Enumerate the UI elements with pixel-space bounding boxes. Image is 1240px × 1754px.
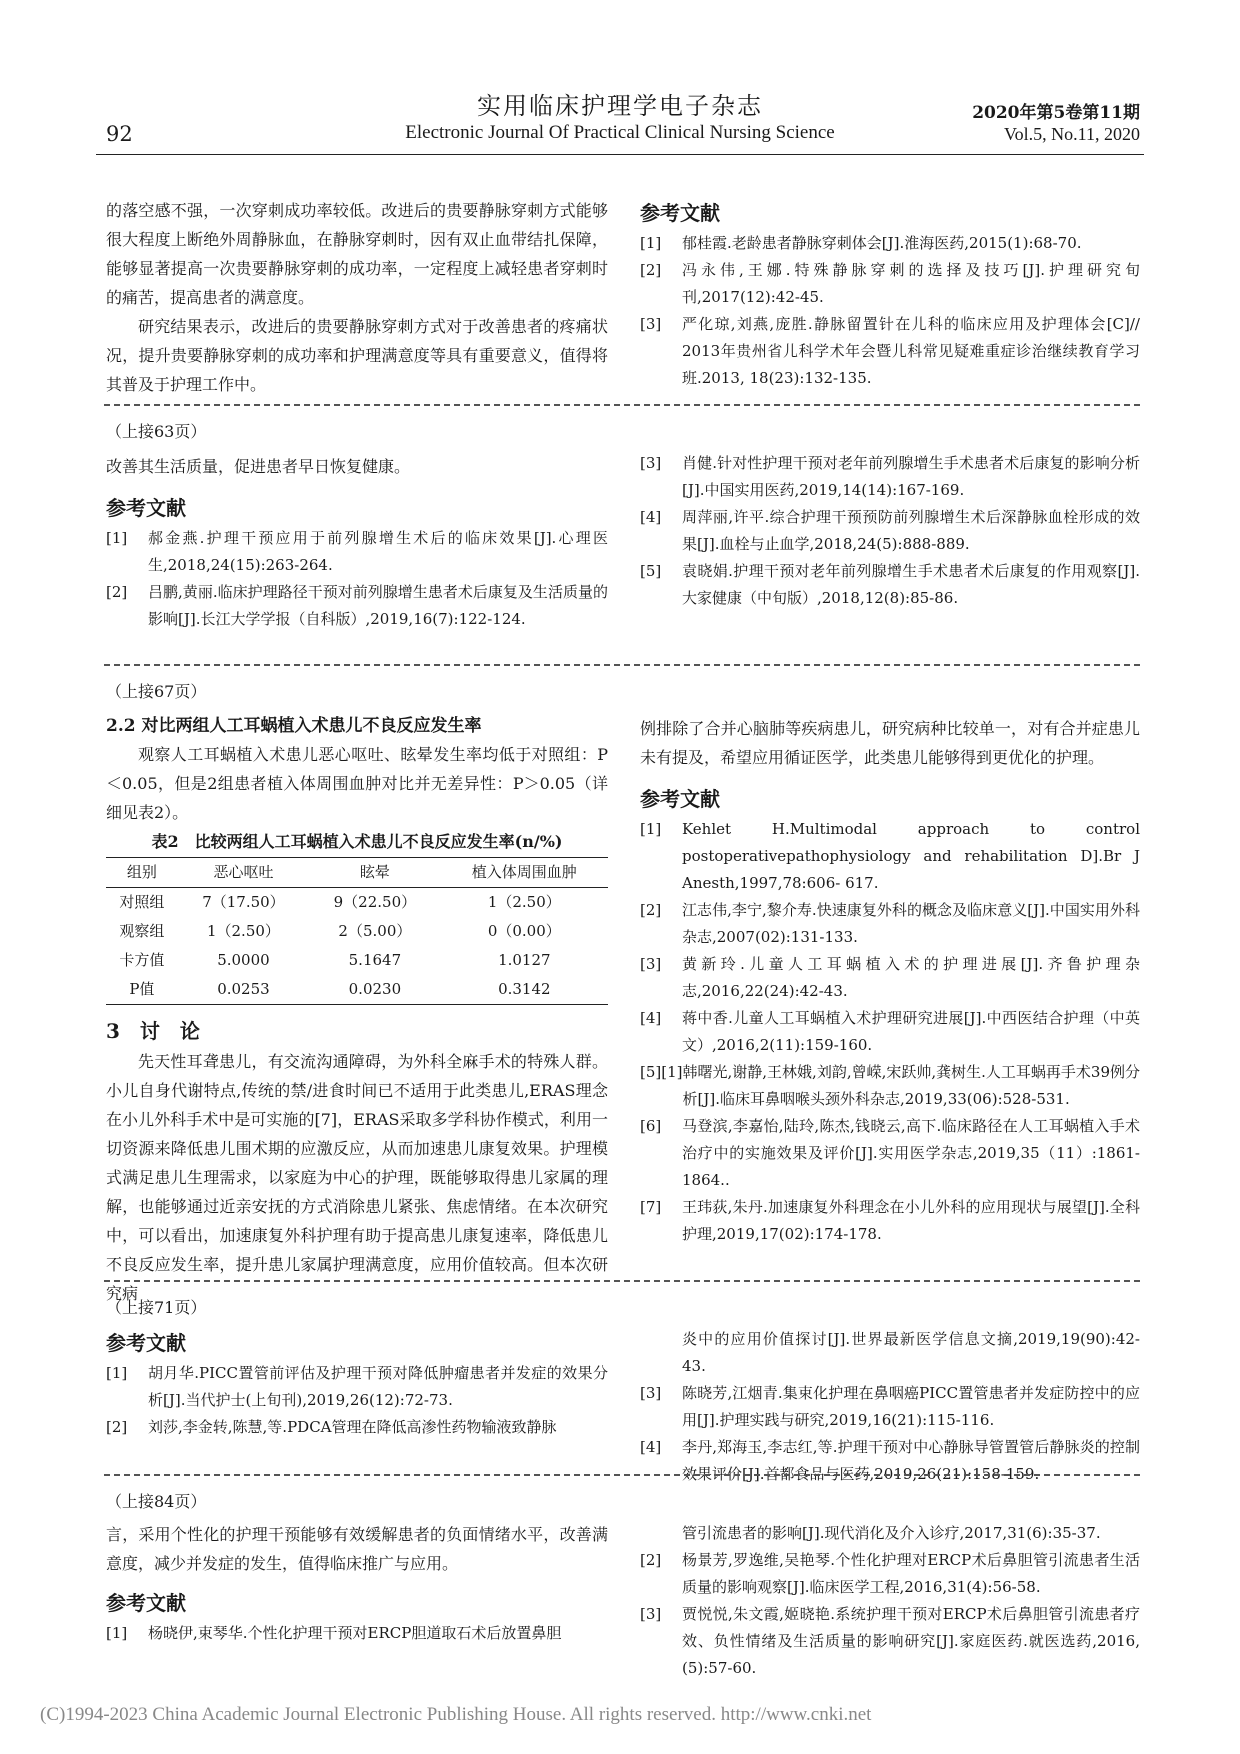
s1-paragraph-2: 研究结果表示，改进后的贵要静脉穿刺方式对于改善患者的疼痛状况，提升贵要静脉穿刺的成功率和护理满意度等具有重要意义，值得将其普及于护理工作中。	[106, 317, 608, 394]
table-cell: 0.0253	[217, 980, 270, 998]
ref-number: [3]	[640, 454, 662, 472]
reference-continued	[640, 1520, 1140, 1547]
reference-item	[106, 1620, 608, 1647]
ref-number: [4]	[640, 1438, 662, 1456]
ref-text: 袁晓娟.护理干预对老年前列腺增生手术患者术后康复的作用观察[J].大家健康（中旬版）,2018,12(8):85-86.	[682, 562, 1140, 607]
journal-title-en: Electronic Journal Of Practical Clinical Nursing Science	[405, 122, 835, 143]
issue-cn: 2020年第5卷第11期	[972, 103, 1140, 123]
table-header-cell: 组别	[126, 863, 157, 881]
s1-paragraph-1: 的落空感不强，一次穿刺成功率较低。改进后的贵要静脉穿刺方式能够很大程度上断绝外周静脉血，在静脉穿刺时，因有双止血带结扎保障，能够显著提高一次贵要静脉穿刺的成功率，一定程度上减轻患者穿刺时的痛苦，提高患者的满意度。	[106, 201, 608, 307]
journal-title-cn: 实用临床护理学电子杂志	[477, 92, 763, 120]
ref-text: 马登滨,李嘉怡,陆玲,陈杰,钱晓云,高下.临床路径在人工耳蜗植入手术治疗中的实施效果及评价[J].实用医学杂志,2019,35（11）:1861-1864..	[682, 1117, 1140, 1189]
section-divider	[104, 404, 1140, 406]
table-header-cell: 恶心呕吐	[213, 863, 274, 881]
section-divider	[104, 1474, 1140, 1476]
reference-item	[106, 1360, 608, 1414]
s5-ref-title: 参考文献	[106, 1591, 186, 1615]
ref-number: [2]	[106, 583, 128, 601]
reference-item	[640, 1194, 1140, 1248]
reference-continued	[640, 1326, 1140, 1380]
reference-item	[640, 951, 1140, 1005]
table-header-row	[106, 858, 608, 888]
s3-continued-label: （上接67页）	[106, 682, 207, 701]
table-cell: 0（0.00）	[487, 922, 561, 940]
table-cell: 卡方值	[119, 951, 165, 969]
table-header-cell: 植入体周围血肿	[471, 863, 577, 881]
s4-left-column	[106, 1294, 608, 1441]
reference-item	[640, 558, 1140, 612]
ref-text: 韩曙光,谢静,王林娥,刘韵,曾嵘,宋跃帅,龚树生.人工耳蜗再手术39例分析[J].临床耳鼻咽喉头颈外科杂志,2019,33(06):528-531.	[682, 1063, 1140, 1108]
s3-paragraph-2: 先天性耳聋患儿，有交流沟通障碍，为外科全麻手术的特殊人群。小儿自身代谢特点,传统的禁/进食时间已不适用于此类患儿,ERAS理念在小儿外科手术中是可实施的[7]，ERAS采取多学科协作模式，利用一切资源来降低患儿围术期的应激反应，从而加速患儿康复效果。护理模式满足患儿生理需求，以家庭为中心的护理，既能够取得患儿家属的理解，也能够通过近亲安抚的方式消除患儿紧张、焦虑情绪。在本次研究中，可以看出，加速康复外科护理有助于提高患儿康复速率，降低患儿不良反应发生率，提升患儿家属护理满意度，应用价值较高。但本次研究病	[106, 1052, 608, 1303]
reference-item	[640, 1547, 1140, 1601]
ref-number: [3]	[640, 315, 662, 333]
reference-item	[640, 816, 1140, 897]
table-row	[106, 917, 608, 946]
table-cell: 对照组	[119, 893, 165, 911]
ref-number: [2]	[640, 1551, 662, 1569]
ref-text: 严化琼,刘燕,庞胜.静脉留置针在儿科的临床应用及护理体会[C]// 2013年贵州省儿科学术年会暨儿科常见疑难重症诊治继续教育学习班.2013, 18(23):132-135.	[682, 315, 1140, 387]
reference-item	[640, 1601, 1140, 1682]
s5-left-column	[106, 1488, 608, 1647]
table-cell: 7（17.50）	[202, 893, 285, 911]
ref-text: 肖健.针对性护理干预对老年前列腺增生手术患者术后康复的影响分析[J].中国实用医药,2019,14(14):167-169.	[682, 454, 1140, 499]
ref-number: [2]	[640, 261, 662, 279]
ref-text: 王玮荻,朱丹.加速康复外科理念在小儿外科的应用现状与展望[J].全科护理,2019,17(02):174-178.	[682, 1198, 1140, 1243]
ref-number: [3]	[640, 1605, 662, 1623]
ref-text: 管引流患者的影响[J].现代消化及介入诊疗,2017,31(6):35-37.	[682, 1524, 1101, 1542]
table-row	[106, 975, 608, 1005]
table-caption: 表2 比较两组人工耳蜗植入术患儿不良反应发生率(n/%)	[151, 832, 563, 851]
ref-text: 杨晓伊,束琴华.个性化护理干预对ERCP胆道取石术后放置鼻胆	[148, 1624, 562, 1642]
ref-number: [2]	[106, 1418, 128, 1436]
ref-number: [4]	[640, 508, 662, 526]
ref-text: 郝金燕.护理干预应用于前列腺增生术后的临床效果[J].心理医生,2018,24(15):263-264.	[148, 529, 608, 574]
table-header-cell: 眩晕	[359, 863, 390, 881]
ref-text: 陈晓芳,江烟青.集束化护理在鼻咽癌PICC置管患者并发症防控中的应用[J].护理实践与研究,2019,16(21):115-116.	[682, 1384, 1140, 1429]
table-cell: 1（2.50）	[206, 922, 280, 940]
ref-number: [1]	[106, 1364, 128, 1382]
s1-ref-title: 参考文献	[640, 201, 720, 225]
s1-right-column	[640, 196, 1140, 392]
s5-continued-label: （上接84页）	[106, 1492, 207, 1511]
ref-text: 胡月华.PICC置管前评估及护理干预对降低肿瘤患者并发症的效果分析[J].当代护士(上旬刊),2019,26(12):72-73.	[148, 1364, 608, 1409]
page-number: 92	[106, 122, 133, 146]
table-cell: 1（2.50）	[487, 893, 561, 911]
reference-item	[640, 1005, 1140, 1059]
s3-ref-title: 参考文献	[640, 787, 720, 811]
reference-item	[640, 1434, 1140, 1488]
s3-right-paragraph: 例排除了合并心脑肺等疾病患儿，研究病种比较单一，对有合并症患儿未有提及，希望应用循证医学，此类患儿能够得到更优化的护理。	[640, 719, 1140, 767]
s5-paragraph-1: 言，采用个性化的护理干预能够有效缓解患者的负面情绪水平，改善满意度，减少并发症的发生，值得临床推广与应用。	[106, 1525, 608, 1573]
s3-subsection-heading: 2.2 对比两组人工耳蜗植入术患儿不良反应发生率	[106, 716, 482, 736]
ref-number: [7]	[640, 1198, 662, 1216]
ref-text: 黄新玲.儿童人工耳蜗植入术的护理进展[J].齐鲁护理杂志,2016,22(24):42-43.	[682, 955, 1140, 1000]
s5-right-column	[640, 1520, 1140, 1682]
table-cell: 9（22.50）	[333, 893, 417, 911]
table-cell: 1.0127	[498, 951, 551, 969]
reference-item	[640, 1380, 1140, 1434]
reference-item	[640, 257, 1140, 311]
ref-text: 杨景芳,罗逸维,吴艳琴.个性化护理对ERCP术后鼻胆管引流患者生活质量的影响观察[J].临床医学工程,2016,31(4):56-58.	[682, 1551, 1140, 1596]
s2-right-column	[640, 450, 1140, 612]
reference-item	[640, 450, 1140, 504]
table-cell: P值	[129, 980, 155, 998]
issue-en: Vol.5, No.11, 2020	[1003, 124, 1140, 144]
reference-item	[640, 230, 1140, 257]
ref-number: [1]	[106, 1624, 128, 1642]
table-cell: 5.1647	[348, 951, 402, 969]
s2-ref-title: 参考文献	[106, 496, 186, 520]
table-cell: 5.0000	[217, 951, 270, 969]
ref-text: 蒋中香.儿童人工耳蜗植入术护理研究进展[J].中西医结合护理（中英文）,2016,2(11):159-160.	[682, 1009, 1140, 1054]
reference-item	[640, 311, 1140, 392]
table-row	[106, 888, 608, 918]
ref-number: [6]	[640, 1117, 662, 1135]
ref-text: 炎中的应用价值探讨[J].世界最新医学信息文摘,2019,19(90):42-43.	[682, 1330, 1140, 1375]
reference-item	[106, 579, 608, 633]
reference-item	[640, 504, 1140, 558]
section-divider	[104, 1280, 1140, 1282]
s2-paragraph-1: 改善其生活质量，促进患者早日恢复健康。	[106, 457, 411, 476]
s3-left-column	[106, 678, 608, 1308]
ref-text: 吕鹏,黄丽.临床护理路径干预对前列腺增生患者术后康复及生活质量的影响[J].长江大学学报（自科版）,2019,16(7):122-124.	[148, 583, 608, 628]
reference-item	[640, 1113, 1140, 1194]
ref-text: 李丹,郑海玉,李志红,等.护理干预对中心静脉导管置管后静脉炎的控制效果评价[J].首都食品与医药,2019,26(21):158-159.	[682, 1438, 1140, 1483]
ref-number: [5]	[640, 562, 662, 580]
ref-number: [3]	[640, 955, 662, 973]
s1-left-column	[106, 196, 608, 399]
ref-number: [2]	[640, 901, 662, 919]
reference-item	[640, 897, 1140, 951]
ref-text: 贾悦悦,朱文霞,姬晓艳.系统护理干预对ERCP术后鼻胆管引流患者疗效、负性情绪及生活质量的影响研究[J].家庭医药.就医选药,2016,(5):57-60.	[682, 1605, 1140, 1677]
table-cell: 0.3142	[498, 980, 551, 998]
ref-text: 刘莎,李金转,陈慧,等.PDCA管理在降低高渗性药物输液致静脉	[148, 1418, 557, 1436]
ref-number: [1]	[640, 234, 662, 252]
table-cell: 观察组	[119, 922, 165, 940]
results-table	[106, 857, 608, 1005]
ref-text: 冯永伟,王娜.特殊静脉穿刺的选择及技巧[J].护理研究旬刊,2017(12):42-45.	[682, 261, 1140, 306]
table-cell: 0.0230	[348, 980, 402, 998]
s4-continued-label: （上接71页）	[106, 1298, 207, 1317]
ref-number: [4]	[640, 1009, 662, 1027]
copyright-footer: (C)1994-2023 China Academic Journal Electronic Publishing House. All rights reserved. http://www.cnki.net	[40, 1704, 872, 1725]
ref-number: [1]	[106, 529, 128, 547]
s3-right-column	[640, 714, 1140, 1248]
ref-number: [5][1]	[640, 1063, 683, 1081]
reference-item	[640, 1059, 1140, 1113]
reference-item	[106, 1414, 608, 1441]
s2-left-column	[106, 418, 608, 633]
s4-right-column	[640, 1326, 1140, 1488]
ref-text: 周萍丽,许平.综合护理干预预防前列腺增生术后深静脉血栓形成的效果[J].血栓与止血学,2018,24(5):888-889.	[682, 508, 1140, 553]
ref-text: Kehlet H.Multimodal approach to control postoperativepathophysiology and rehabilitation D].Br J Anesth,1997,78:606- 617.	[682, 820, 1140, 892]
s3-paragraph-1: 观察人工耳蜗植入术患儿恶心呕吐、眩晕发生率均低于对照组：P＜0.05，但是2组患者植入体周围血肿对比并无差异性：P＞0.05（详细见表2）。	[106, 745, 608, 822]
reference-item	[106, 525, 608, 579]
ref-number: [1]	[640, 820, 662, 838]
s4-ref-title: 参考文献	[106, 1331, 186, 1355]
section-divider	[104, 664, 1140, 666]
header-rule	[96, 154, 1144, 155]
s3-section-heading: 3 讨 论	[106, 1019, 200, 1043]
table-row	[106, 946, 608, 975]
s2-continued-label: （上接63页）	[106, 422, 207, 441]
ref-number: [3]	[640, 1384, 662, 1402]
table-cell: 2（5.00）	[338, 922, 412, 940]
ref-text: 江志伟,李宁,黎介寿.快速康复外科的概念及临床意义[J].中国实用外科杂志,2007(02):131-133.	[682, 901, 1140, 946]
ref-text: 郁桂霞.老龄患者静脉穿刺体会[J].淮海医药,2015(1):68-70.	[682, 234, 1082, 252]
